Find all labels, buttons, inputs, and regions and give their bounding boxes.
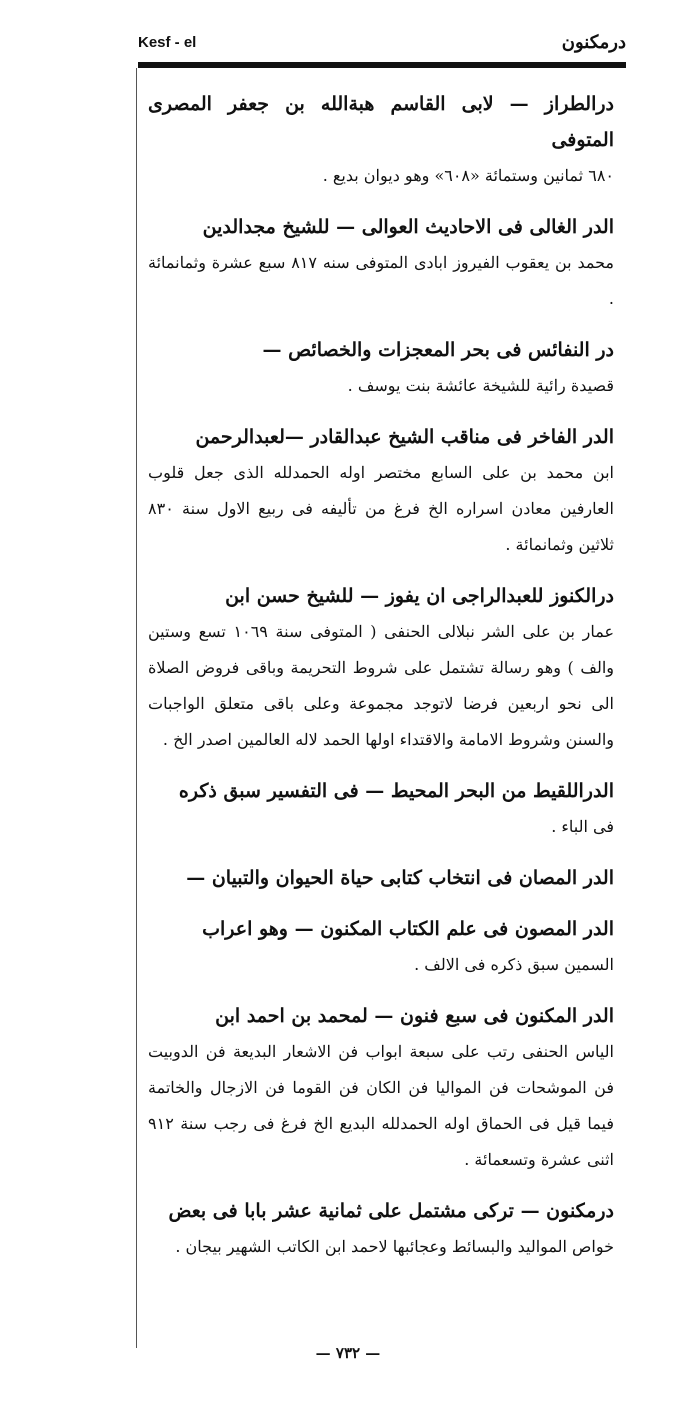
entry-heading: در النفائس فى بحر المعجزات والخصائص — xyxy=(262,339,614,361)
entries-column xyxy=(148,86,614,1280)
running-header xyxy=(138,28,626,56)
entry-heading: درالطراز — لابى القاسم هبةالله بن جعفر المصرى المتوفى xyxy=(148,93,614,151)
entry-text: قصيدة رائية للشيخة عائشة بنت يوسف . xyxy=(347,376,614,395)
entry-5 xyxy=(148,578,614,758)
entry-heading: الدر الفاخر فى مناقب الشيخ عبدالقادر —لعبدالرحمن xyxy=(195,426,614,448)
entry-7 xyxy=(148,860,614,896)
entry-6 xyxy=(148,773,614,845)
entry-2 xyxy=(148,209,614,317)
page-number: — ٧٣٢ — xyxy=(315,1344,381,1362)
entry-3 xyxy=(148,332,614,404)
entry-text: محمد بن يعقوب الفيروز ابادى المتوفى سنه ٨١٧ سبع عشرة وثمانمائة . xyxy=(148,253,615,308)
entry-text: ابن محمد بن على السابع مختصر اوله الحمدلله الذى جعل قلوب العارفين معادن اسراره الخ فرغ من تأليفه فى ربيع الاول سنة ٨٣٠ ثلاثين وثمانمائة . xyxy=(148,463,615,554)
header-arabic-keyword: درمكنون xyxy=(561,31,626,53)
entry-4 xyxy=(148,419,614,563)
entry-text: فى الباء . xyxy=(551,817,614,836)
entry-heading: درالكنوز للعبدالراجى ان يفوز — للشيخ حسن ابن xyxy=(225,585,614,607)
entry-heading: الدر المصون فى علم الكتاب المكنون — وهو اعراب xyxy=(202,918,614,940)
header-rule xyxy=(138,62,626,68)
entry-heading: الدر المصان فى انتخاب كتابى حياة الحيوان والتبيان — xyxy=(186,867,614,889)
entry-heading: الدر الغالى فى الاحاديث العوالى — للشيخ مجدالدين xyxy=(202,216,614,238)
entry-text: السمين سبق ذكره فى الالف . xyxy=(414,955,614,974)
header-latin-title: Kesf - el xyxy=(138,33,197,51)
entry-1 xyxy=(148,86,614,194)
column-rule xyxy=(136,68,137,1348)
entry-9 xyxy=(148,998,614,1178)
entry-heading: الدراللقيط من البحر المحيط — فى التفسير سبق ذكره xyxy=(178,780,614,802)
entry-heading: الدر المكنون فى سبع فنون — لمحمد بن احمد ابن xyxy=(215,1005,614,1027)
entry-text: خواص المواليد والبسائط وعجائبها لاحمد ابن الكاتب الشهير بيجان . xyxy=(175,1237,614,1256)
entry-8 xyxy=(148,911,614,983)
entry-text: الياس الحنفى رتب على سبعة ابواب فن الاشعار البديعة فن الدوبيت فن الموشحات فن المواليا فن الكان فن القوما فن الازجال والخاتمة فيما قيل فى الحماق اوله الحمدلله البديع الخ فرغ فى رجب سنة ٩١٢ اثنى عشرة وتسعمائة . xyxy=(148,1042,614,1169)
entry-text: عمار بن على الشر نبلالى الحنفى ( المتوفى سنة ١٠٦٩ تسع وستين والف ) وهو رسالة تشتمل على شروط التحريمة وباقى فروض الصلاة الى نحو اربعين فرضا لاتوجد مجموعة وعلى باقى متعلق الواجبات والسنن وشروط الامامة والاقتداء اولها الحمد لاله العالمين اصدر الخ . xyxy=(148,622,614,749)
entry-text: ٦٨٠ ثمانين وستمائة «٦٠٨» وهو ديوان بديع . xyxy=(322,166,614,185)
entry-heading: درمكنون — تركى مشتمل على ثمانية عشر بابا فى بعض xyxy=(168,1200,614,1222)
entry-10 xyxy=(148,1193,614,1265)
